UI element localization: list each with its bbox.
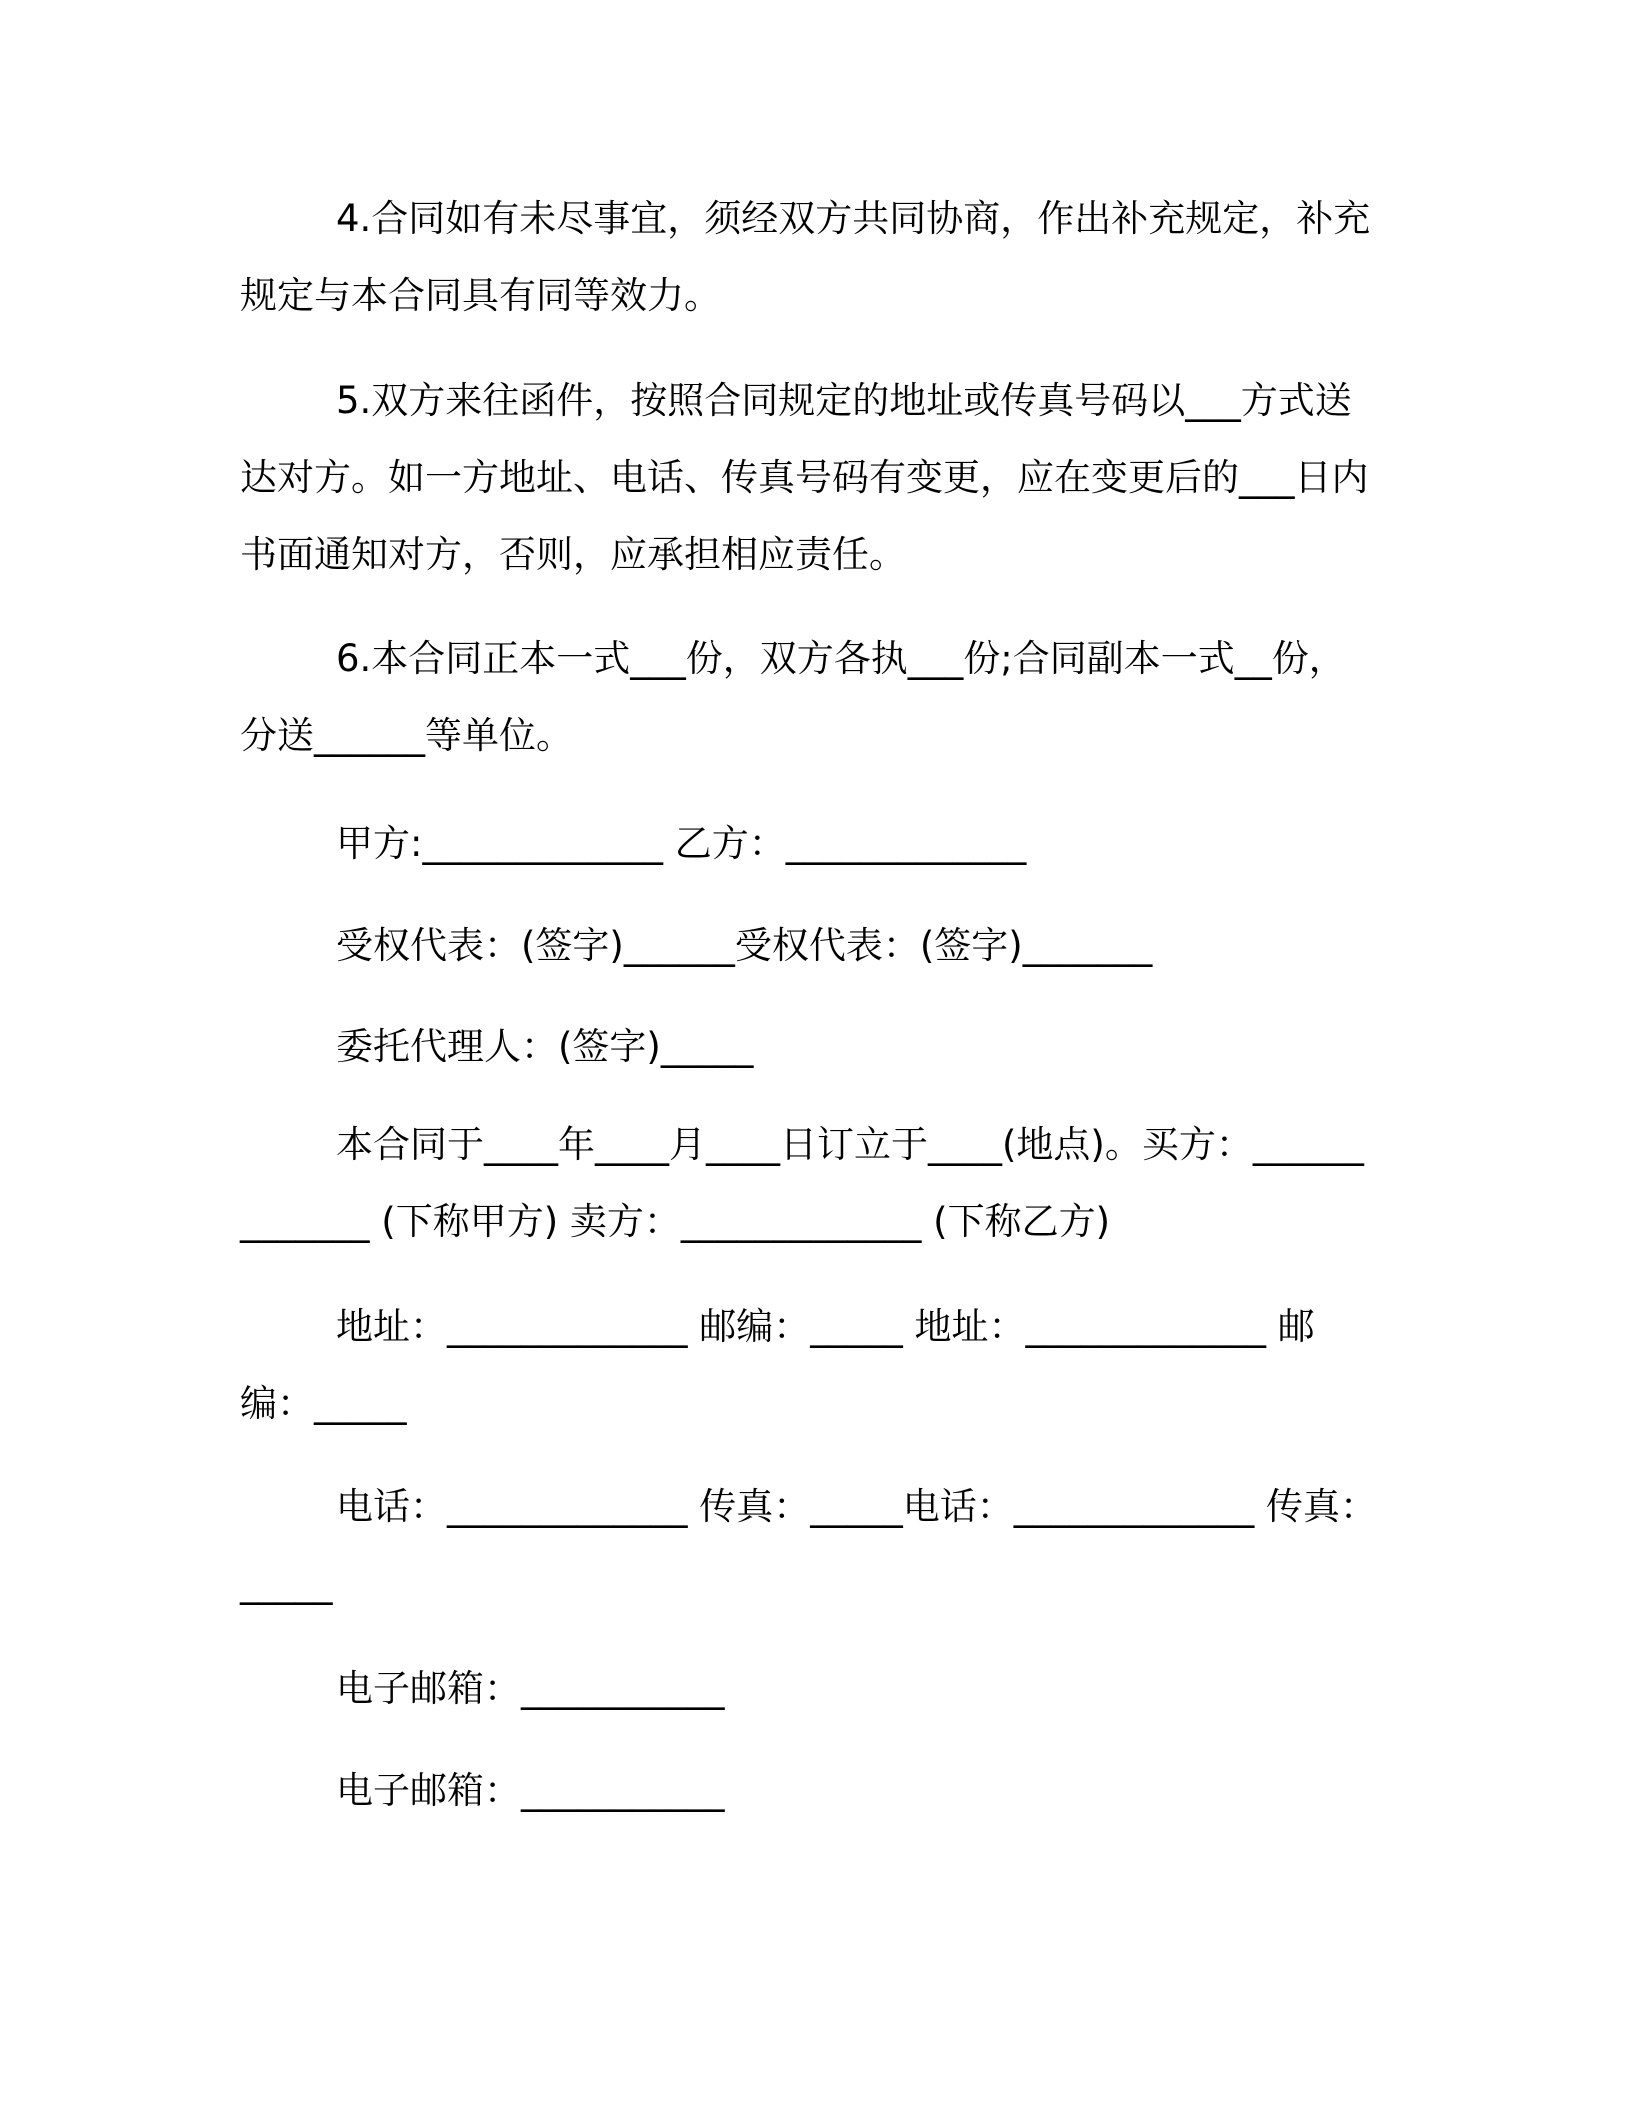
contract-date-place-paragraph: 本合同于____年____月____日订立于____(地点)。买方：_____________ (下称甲方) 卖方：_____________ (下称乙方) xyxy=(240,1123,1364,1243)
email-line-1: 电子邮箱：___________ xyxy=(336,1667,725,1710)
email-line-2: 电子邮箱：___________ xyxy=(336,1769,725,1812)
clause-6-paragraph: 6.本合同正本一式___份，双方各执___份;合同副本一式__份，分送______等单位。 xyxy=(240,637,1346,757)
address-paragraph: 地址：_____________ 邮编：_____ 地址：_____________ 邮编：_____ xyxy=(240,1305,1315,1425)
phone-fax-paragraph: 电话：_____________ 传真：_____电话：_____________ 传真：_____ xyxy=(240,1485,1378,1605)
clause-5-paragraph: 5.双方来往函件，按照合同规定的地址或传真号码以___方式送达对方。如一方地址、电话、传真号码有变更，应在变更后的___日内书面通知对方，否则，应承担相应责任。 xyxy=(240,379,1369,576)
clause-4-paragraph: 4.合同如有未尽事宜，须经双方共同协商，作出补充规定，补充规定与本合同具有同等效力。 xyxy=(240,197,1371,317)
authorized-representative-line: 受权代表：(签字)______受权代表：(签字)_______ xyxy=(336,924,1153,967)
agent-line: 委托代理人：(签字)_____ xyxy=(336,1025,754,1068)
parties-line: 甲方:_____________ 乙方：_____________ xyxy=(336,822,1027,865)
